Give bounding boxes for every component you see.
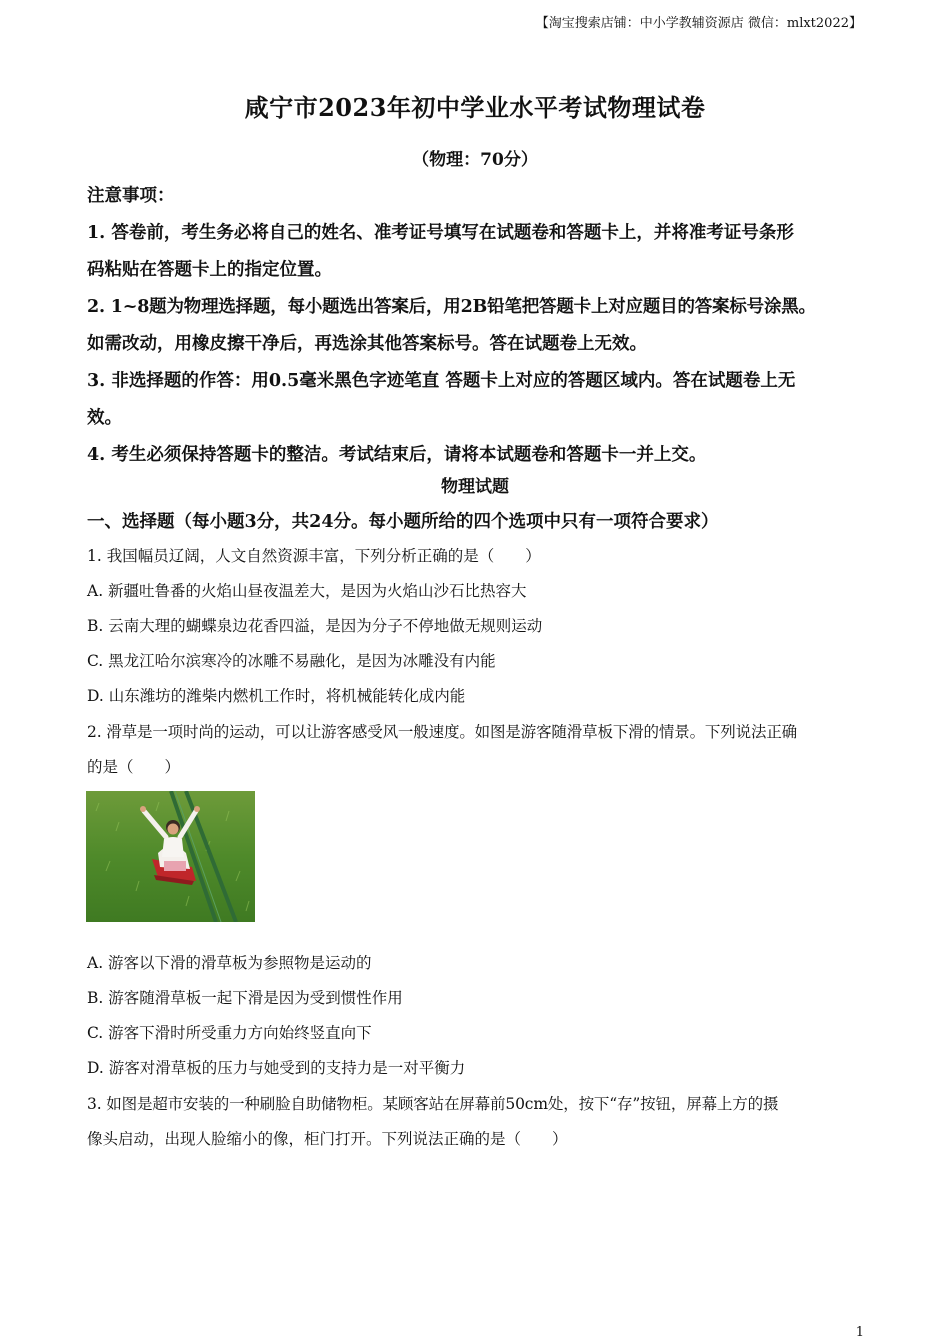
notes-line: 3. 非选择题的作答：用0.5毫米黑色字迹笔直 答题卡上对应的答题区域内。答在试题卷上无 xyxy=(87,371,796,391)
option-c: C. 黑龙江哈尔滨寒冷的冰雕不易融化，是因为冰雕没有内能 xyxy=(87,652,496,670)
notes-heading: 注意事项： xyxy=(87,186,175,206)
notes-line: 码粘贴在答题卡上的指定位置。 xyxy=(87,260,332,280)
notes-block xyxy=(87,178,877,474)
section-title: 物理试题 xyxy=(441,477,509,497)
notes-line: 如需改动，用橡皮擦干净后，再选涂其他答案标号。答在试题卷上无效。 xyxy=(87,334,647,354)
question-2-options xyxy=(87,946,877,1086)
question-2 xyxy=(87,715,877,785)
question-3 xyxy=(87,1087,877,1157)
option-b: B. 游客随滑草板一起下滑是因为受到惯性作用 xyxy=(87,989,403,1007)
question-1 xyxy=(87,539,877,714)
option-d: D. 游客对滑草板的压力与她受到的支持力是一对平衡力 xyxy=(87,1059,466,1077)
question-stem: 的是（ ） xyxy=(87,758,181,776)
grass-sledding-photo xyxy=(86,791,255,922)
page-subtitle: （物理：70分） xyxy=(412,150,538,170)
notes-line: 效。 xyxy=(87,408,122,428)
question-stem: 1. 我国幅员辽阔，人文自然资源丰富，下列分析正确的是（ ） xyxy=(87,547,541,565)
question-stem: 2. 滑草是一项时尚的运动，可以让游客感受风一般速度。如图是游客随滑草板下滑的情景。下列说法正确 xyxy=(87,723,798,741)
option-c: C. 游客下滑时所受重力方向始终竖直向下 xyxy=(87,1024,372,1042)
option-a: A. 游客以下滑的滑草板为参照物是运动的 xyxy=(87,954,372,972)
page-title: 咸宁市2023年初中学业水平考试物理试卷 xyxy=(244,93,706,122)
section-heading: 一、选择题（每小题3分，共24分。每小题所给的四个选项中只有一项符合要求） xyxy=(87,512,719,532)
grass-sledding-illustration xyxy=(86,791,255,922)
page-number: 1 xyxy=(855,1325,864,1340)
option-b: B. 云南大理的蝴蝶泉边花香四溢，是因为分子不停地做无规则运动 xyxy=(87,617,543,635)
option-d: D. 山东潍坊的潍柴内燃机工作时，将机械能转化成内能 xyxy=(87,687,466,705)
question-stem: 3. 如图是超市安装的一种刷脸自助储物柜。某顾客站在屏幕前50cm处，按下“存”按钮，屏幕上方的摄 xyxy=(87,1095,779,1113)
question-stem: 像头启动，出现人脸缩小的像，柜门打开。下列说法正确的是（ ） xyxy=(87,1130,568,1148)
notes-line: 4. 考生必须保持答题卡的整洁。考试结束后，请将本试题卷和答题卡一并上交。 xyxy=(87,445,707,465)
option-a: A. 新疆吐鲁番的火焰山昼夜温差大，是因为火焰山沙石比热容大 xyxy=(87,582,527,600)
notes-line: 2. 1~8题为物理选择题，每小题选出答案后，用2B铅笔把答题卡上对应题目的答案标号涂黑。 xyxy=(87,297,816,317)
notes-line: 1. 答卷前，考生务必将自己的姓名、准考证号填写在试题卷和答题卡上，并将准考证号条形 xyxy=(87,223,794,243)
header-note: 【淘宝搜索店铺：中小学教辅资源店 微信：mlxt2022】 xyxy=(535,16,862,31)
